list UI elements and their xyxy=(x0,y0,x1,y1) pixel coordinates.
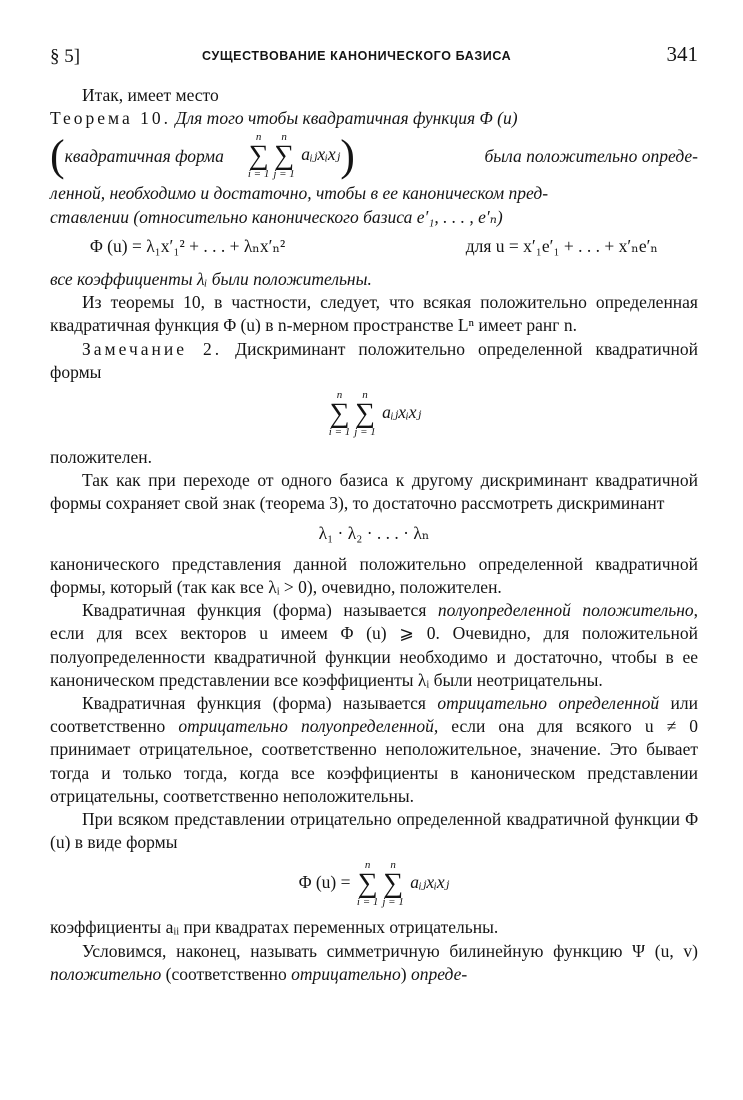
theorem-10 xyxy=(50,107,698,130)
paragraph-discriminant: Так как при переходе от одного базиса к другому дискриминант квадратичной формы сохраняет свой знак (теорема 3), то достаточно рассмотреть дискриминант xyxy=(50,470,698,514)
canonical-form: Φ (u) = λ₁x′₁² + . . . + λₙx′ₙ² xyxy=(90,235,286,256)
theorem-end: все коэффициенты λᵢ были положительны. xyxy=(50,269,372,290)
running-title: СУЩЕСТВОВАНИЕ КАНОНИЧЕСКОГО БАЗИСА xyxy=(202,49,512,63)
paragraph-rank: Из теоремы 10, в частности, следует, что всякая положительно определенная квадратичная функция Φ (u) в n-мерном пространстве Lⁿ имеет ранг n. xyxy=(50,292,698,336)
double-sum-display: n ∑ i = 1 n ∑ j = 1 aᵢⱼxᵢxⱼ xyxy=(328,389,422,439)
term-semidefinite: полуопределенной положительно xyxy=(437,600,694,621)
positive-word: положителен. xyxy=(50,447,153,468)
paragraph-representation: При всяком представлении отрицательно определенной квадратичной функции Φ (u) в виде формы xyxy=(50,809,698,853)
close-paren: ) xyxy=(340,131,355,181)
remark-label: Замечание 2. xyxy=(82,338,223,359)
double-sum-inline: n ∑ i = 1 n ∑ j = 1 aᵢⱼxᵢxⱼ xyxy=(247,131,341,181)
term-negative-definite: отрицательно определенной xyxy=(437,693,660,714)
phi-double-sum: Φ (u) = n ∑ i = 1 n ∑ j = 1 aᵢⱼxᵢxⱼ xyxy=(298,859,450,909)
paragraph-canonical: канонического представления данной положительно определенной квадратичной формы, который (так как все λᵢ > 0), очевидно, положителен. xyxy=(50,553,698,598)
theorem-line-1: Для того чтобы квадратичная функция Φ (u) xyxy=(175,108,518,129)
theorem-equation xyxy=(50,235,698,258)
page-body xyxy=(50,84,698,986)
remark-2: Замечание 2. Дискриминант положительно определенной квадратичной формы xyxy=(50,338,699,382)
lambda-product: λ₁ · λ₂ · . . . · λₙ xyxy=(318,522,430,543)
theorem-line-2 xyxy=(50,132,698,180)
open-paren: ( xyxy=(50,131,65,181)
theorem-label: Теорема 10. xyxy=(50,108,172,129)
paragraph-coefficients: коэффициенты aᵢᵢ при квадратах переменных отрицательны. xyxy=(50,917,499,938)
page-number: 341 xyxy=(666,42,698,66)
theorem-form-label: квадратичная форма xyxy=(64,145,224,166)
term-negative-semidefinite: отрицательно полуопределенной, xyxy=(178,716,439,737)
theorem-line-4: ставлении (относительно канонического базиса e′₁, . . . , e′ₙ) xyxy=(50,206,503,227)
paragraph-semidefinite: Квадратичная функция (форма) называется полуопределенной положительно, если для всех векторов u имеем Φ (u) ⩾ 0. Очевидно, для положительной полуопределенности квадратичной функции необходимо и достаточно, чтобы в ее каноническом представлении все коэффициенты λᵢ были неотрицательны. xyxy=(50,600,698,690)
paragraph-negative: Квадратичная функция (форма) называется отрицательно определенной или соответственно отрицательно полуопределенной, если она для всякого u ≠ 0 принимает отрицательное, соответственно неположительное, значение. Это бывает тогда и только тогда, когда все коэффициенты в каноническом представлении отрицательны, соответственно неположительны. xyxy=(50,693,698,806)
intro-line: Итак, имеет место xyxy=(82,85,219,105)
section-marker: § 5] xyxy=(50,46,81,67)
theorem-line-3: ленной, необходимо и достаточно, чтобы в ее каноническом пред- xyxy=(50,183,549,204)
page-header xyxy=(50,42,698,74)
theorem-line-2-end: была положительно опреде- xyxy=(484,145,698,166)
paragraph-bilinear: Условимся, наконец, называть симметричную билинейную функцию Ψ (u, v) положительно (соответственно отрицательно) опреде- xyxy=(50,940,698,984)
vector-expansion: для u = x′₁e′₁ + . . . + x′ₙe′ₙ xyxy=(465,235,658,256)
